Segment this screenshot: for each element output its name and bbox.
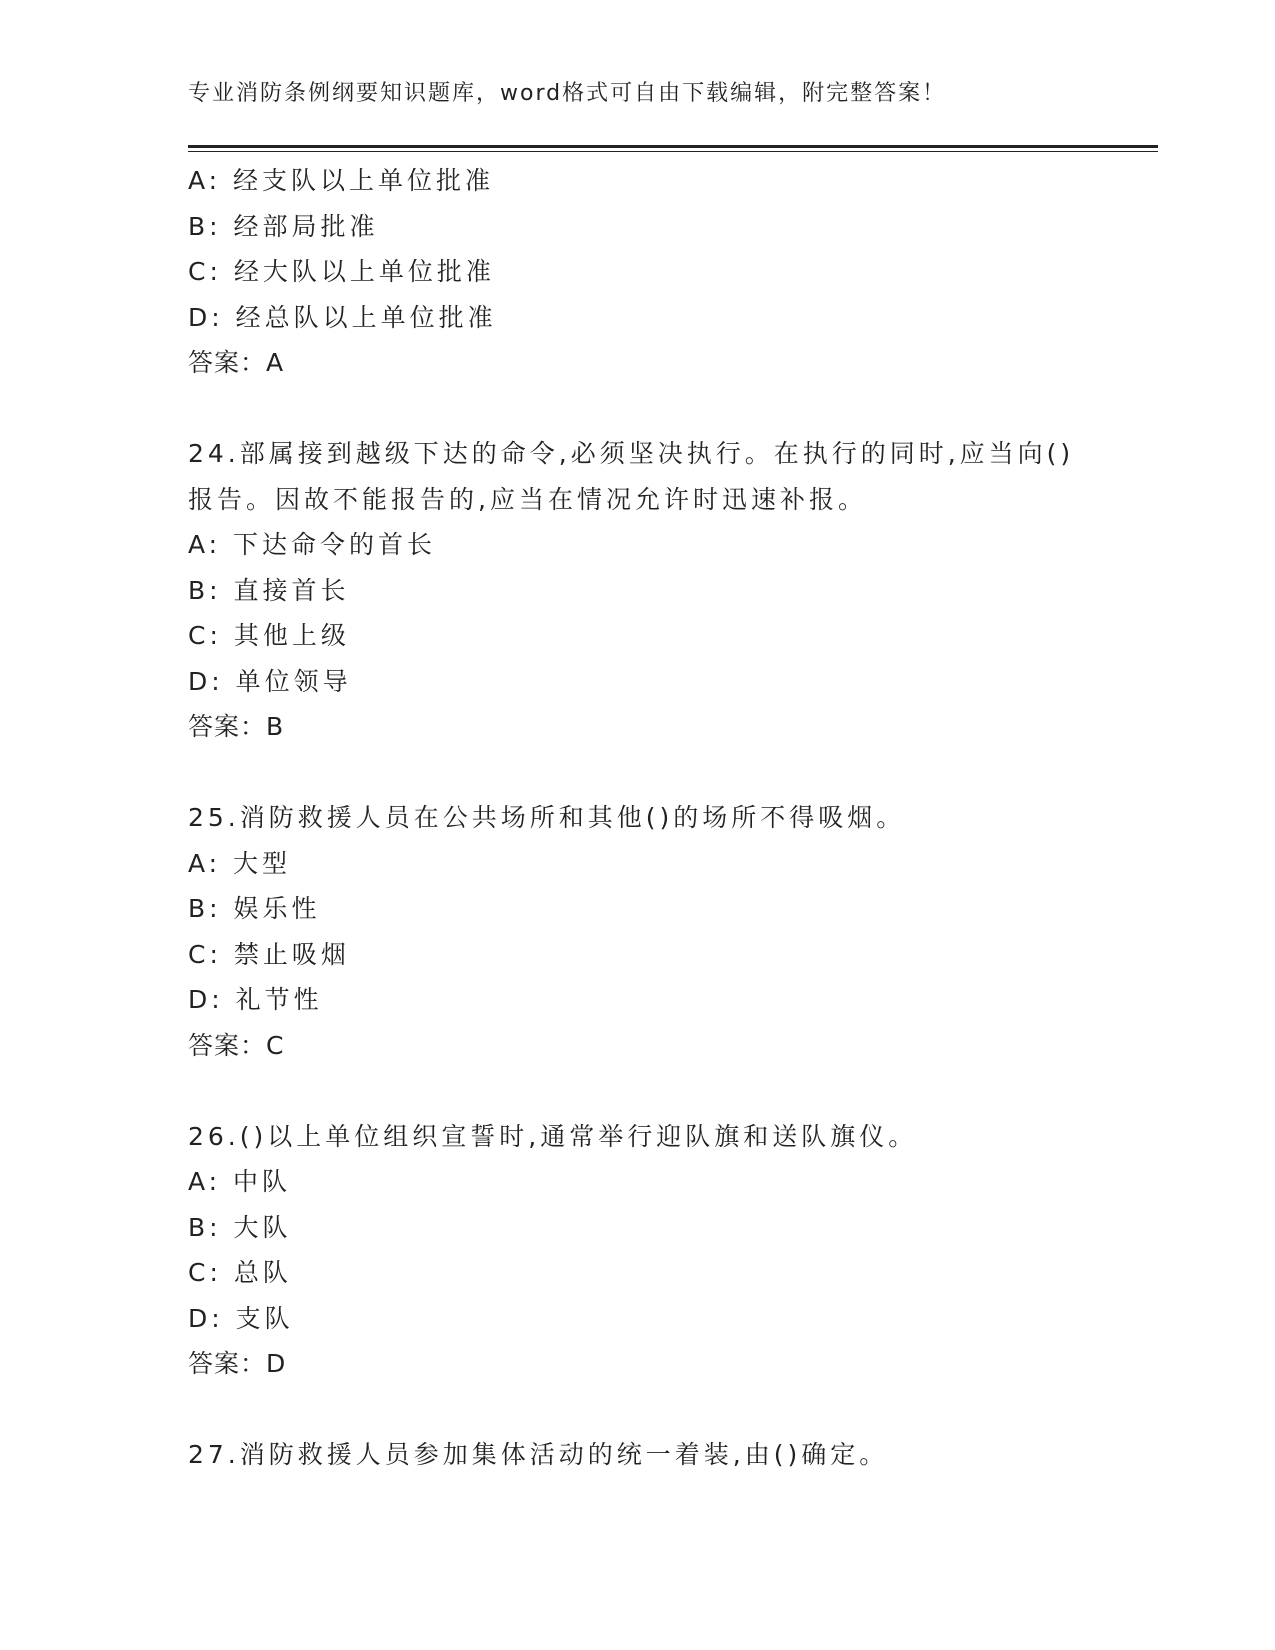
spacer [188,1387,1088,1433]
answer-line: 答案：B [188,712,285,741]
question-line: 25.消防救援人员在公共场所和其他()的场所不得吸烟。 [188,803,906,832]
option-line: A: 下达命令的首长 [188,530,437,559]
option-line: D: 经总队以上单位批准 [188,302,497,332]
spacer [188,1068,1088,1114]
option-line: A: 经支队以上单位批准 [188,166,495,195]
spacer [188,386,1088,432]
option-line: D: 礼节性 [188,985,323,1014]
option-line: B: 经部局批准 [188,211,379,241]
option-line: A: 大型 [188,848,292,878]
header-rule-thin [188,151,1158,152]
option-line: D: 支队 [188,1303,294,1333]
option-line: C: 经大队以上单位批准 [188,257,495,286]
header-rule-thick [188,145,1158,148]
answer-line: 答案：A [188,348,285,377]
question-line: 27.消防救援人员参加集体活动的统一着装,由()确定。 [188,1440,889,1469]
option-line: C: 其他上级 [188,621,350,650]
question-line: 24.部属接到越级下达的命令,必须坚决执行。在执行的同时,应当向() [188,439,1075,468]
option-line: A: 中队 [188,1167,292,1196]
option-line: C: 总队 [188,1258,292,1287]
option-line: B: 直接首长 [188,575,350,605]
option-line: B: 大队 [188,1212,292,1242]
answer-line: 答案：C [188,1030,285,1060]
question-line: 报告。因故不能报告的,应当在情况允许时迅速补报。 [188,484,867,514]
option-line: D: 单位领导 [188,666,352,696]
page-header: 专业消防条例纲要知识题库，word格式可自由下载编辑，附完整答案！ [188,81,947,106]
option-line: B: 娱乐性 [188,894,321,923]
question-content [188,158,1088,1478]
option-line: C: 禁止吸烟 [188,939,350,969]
question-line: 26.()以上单位组织宣誓时,通常举行迎队旗和送队旗仪。 [188,1121,918,1151]
answer-line: 答案：D [188,1349,287,1378]
spacer [188,750,1088,796]
